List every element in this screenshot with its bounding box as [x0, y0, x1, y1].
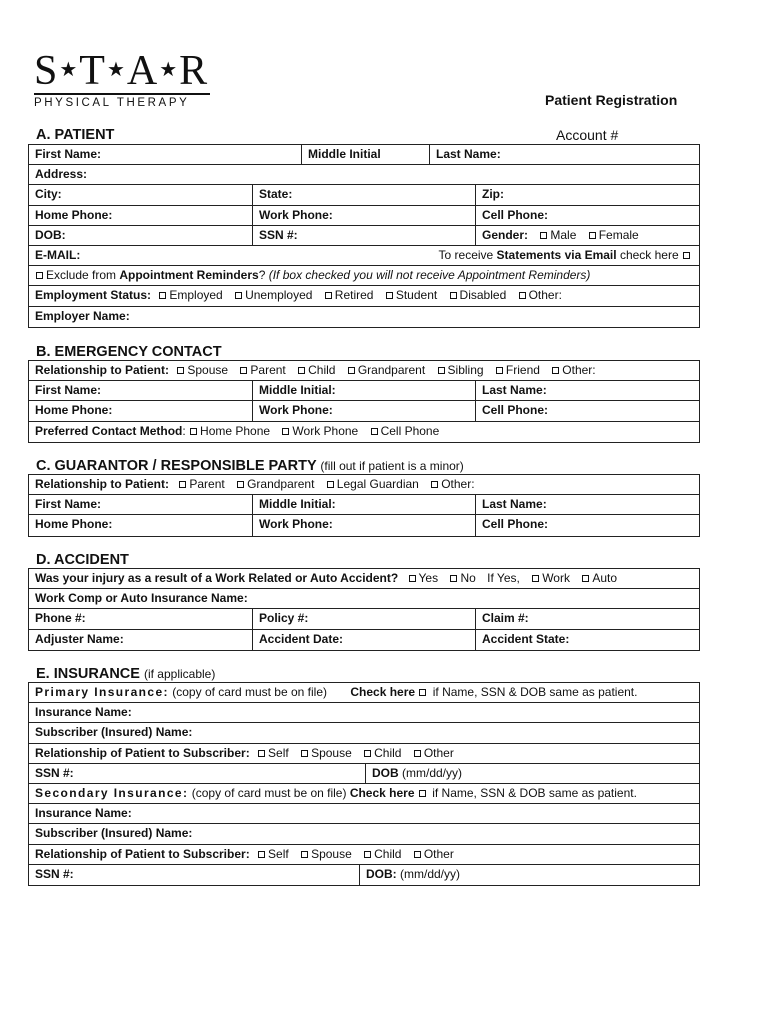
secondary-check-here-label: Check here	[349, 785, 415, 800]
primary-insurance-header	[29, 683, 699, 702]
primary-relationship-label: Relationship of Patient to Subscriber:	[35, 745, 250, 760]
accident-date-label: Accident Date:	[259, 631, 344, 646]
preferred-work-phone-label: Work Phone	[292, 423, 359, 438]
guarantor-last-name-label: Last Name:	[482, 497, 547, 512]
employed-checkbox[interactable]	[159, 292, 166, 299]
logo-subtitle: PHYSICAL THERAPY	[34, 97, 190, 109]
appointment-reminders-row	[29, 266, 699, 286]
email-statements-option	[439, 246, 693, 265]
patient-name-row	[29, 145, 699, 165]
secondary-subscriber-label: Subscriber (Insured) Name:	[35, 826, 193, 841]
preferred-contact-field: Preferred Contact Method: Home Phone Work Phone Cell Phone	[35, 423, 440, 438]
emergency-other-label: Other:	[562, 363, 596, 377]
patient-email-field[interactable]	[29, 246, 329, 265]
guarantor-home-phone-label: Home Phone:	[35, 517, 113, 532]
accident-insurance-name-label: Work Comp or Auto Insurance Name:	[35, 591, 248, 606]
secondary-other-label: Other	[423, 846, 454, 861]
guarantor-section	[28, 474, 700, 537]
secondary-relationship-label: Relationship of Patient to Subscriber:	[35, 846, 250, 861]
patient-ssn-field[interactable]	[252, 226, 475, 245]
emergency-other-checkbox[interactable]	[552, 367, 559, 374]
patient-email-row	[29, 246, 699, 266]
patient-email-label: E-MAIL:	[35, 247, 81, 262]
secondary-insurance-row	[29, 784, 699, 804]
emergency-home-phone-label: Home Phone:	[35, 403, 113, 418]
retired-label: Retired	[334, 288, 374, 303]
secondary-spouse-checkbox[interactable]	[301, 851, 308, 858]
patient-city-label: City:	[35, 187, 62, 202]
secondary-subscriber-row	[29, 824, 699, 844]
emergency-relationship-row	[29, 361, 699, 381]
patient-zip-field[interactable]	[475, 185, 699, 204]
email-statements-post: check here	[616, 247, 679, 262]
patient-address-field[interactable]	[29, 165, 699, 184]
accident-state-label: Accident State:	[482, 631, 570, 646]
guarantor-cell-phone-field[interactable]	[475, 515, 699, 535]
exclude-reminders-pre: Exclude from	[46, 268, 120, 283]
guarantor-cell-phone-label: Cell Phone:	[482, 517, 549, 532]
emergency-spouse-label: Spouse	[187, 363, 229, 377]
accident-if-yes-label: If Yes,	[487, 571, 520, 585]
exclude-reminders-bold: Appointment Reminders	[119, 268, 259, 283]
primary-child-label: Child	[374, 745, 402, 760]
accident-numbers-row	[29, 609, 699, 629]
emergency-cell-phone-field[interactable]	[475, 401, 699, 420]
patient-gender-label: Gender:	[482, 227, 529, 242]
secondary-relationship-field	[29, 845, 699, 864]
guarantor-home-phone-field[interactable]	[29, 515, 252, 535]
accident-details-row	[29, 630, 699, 650]
adjuster-name-label: Adjuster Name:	[35, 631, 124, 646]
emergency-child-checkbox[interactable]	[298, 367, 305, 374]
primary-ssn-row	[29, 764, 699, 784]
emergency-relationship-label: Relationship to Patient:	[35, 363, 170, 377]
accident-auto-label: Auto	[592, 571, 617, 585]
primary-insurance-note: (copy of card must be on file)	[172, 685, 327, 699]
secondary-child-checkbox[interactable]	[364, 851, 371, 858]
preferred-contact-row	[29, 422, 699, 442]
emergency-first-name-label: First Name:	[35, 383, 102, 398]
guarantor-first-name-field[interactable]	[29, 495, 252, 514]
guarantor-grandparent-label: Grandparent	[247, 477, 315, 491]
section-title-insurance	[36, 666, 215, 682]
section-title-accident: D. ACCIDENT	[36, 552, 129, 568]
guarantor-name-row	[29, 495, 699, 515]
patient-phone-row	[29, 206, 699, 226]
primary-ssn-field[interactable]	[29, 764, 365, 783]
email-statements-bold: Statements via Email	[496, 247, 617, 262]
primary-insurance-name-row	[29, 703, 699, 723]
guarantor-last-name-field[interactable]	[475, 495, 699, 514]
guarantor-phone-row	[29, 515, 699, 535]
logo-wordmark: S★T★A★R	[34, 48, 209, 94]
primary-self-checkbox[interactable]	[258, 750, 265, 757]
accident-no-label: No	[460, 571, 476, 585]
emergency-name-row	[29, 381, 699, 401]
employed-label: Employed	[169, 288, 223, 303]
accident-yes-label: Yes	[418, 571, 439, 585]
employer-name-field[interactable]	[29, 307, 699, 327]
emergency-last-name-label: Last Name:	[482, 383, 547, 398]
emergency-cell-phone-label: Cell Phone:	[482, 403, 549, 418]
accident-insurance-row	[29, 589, 699, 609]
secondary-subscriber-field[interactable]	[29, 824, 699, 843]
guarantor-note: (fill out if patient is a minor)	[320, 459, 464, 473]
secondary-insurance-name-row	[29, 804, 699, 824]
secondary-ssn-row	[29, 865, 699, 885]
email-statements-pre: To receive	[438, 247, 497, 262]
primary-insurance-row	[29, 683, 699, 703]
exclude-reminders-checkbox[interactable]	[36, 272, 43, 279]
accident-auto-checkbox[interactable]	[582, 575, 589, 582]
patient-last-name-label: Last Name:	[436, 147, 501, 161]
secondary-same-as-patient-checkbox[interactable]	[419, 790, 426, 797]
accident-phone-field[interactable]	[29, 609, 252, 628]
patient-first-name-field[interactable]	[29, 145, 301, 164]
accident-state-field[interactable]	[475, 630, 699, 650]
disabled-checkbox[interactable]	[450, 292, 457, 299]
primary-subscriber-field[interactable]	[29, 723, 699, 742]
exclude-reminders-note: (If box checked you will not receive Appointment Reminders)	[268, 268, 591, 283]
emergency-middle-initial-label: Middle Initial:	[259, 383, 336, 398]
accident-work-checkbox[interactable]	[532, 575, 539, 582]
accident-no-checkbox[interactable]	[450, 575, 457, 582]
patient-middle-initial-label: Middle Initial	[308, 147, 381, 161]
secondary-insurance-note: (copy of card must be on file)	[191, 785, 347, 800]
patient-address-label: Address:	[35, 167, 88, 182]
guarantor-grandparent-checkbox[interactable]	[237, 481, 244, 488]
section-title-emergency: B. EMERGENCY CONTACT	[36, 344, 222, 360]
emergency-child-label: Child	[308, 363, 336, 377]
primary-self-label: Self	[268, 745, 289, 760]
email-statements-checkbox[interactable]	[683, 252, 690, 259]
patient-zip-label: Zip:	[482, 187, 504, 202]
primary-spouse-checkbox[interactable]	[301, 750, 308, 757]
emergency-friend-checkbox[interactable]	[496, 367, 503, 374]
gender-female-checkbox[interactable]	[589, 232, 596, 239]
student-label: Student	[395, 288, 438, 303]
patient-section	[28, 144, 700, 328]
gender-male-label: Male	[550, 227, 577, 242]
emergency-parent-label: Parent	[250, 363, 286, 377]
patient-gender-field	[475, 226, 699, 245]
secondary-child-label: Child	[374, 846, 402, 861]
guarantor-work-phone-label: Work Phone:	[259, 517, 333, 532]
retired-checkbox[interactable]	[325, 292, 332, 299]
accident-policy-field[interactable]	[252, 609, 475, 628]
employment-other-label: Other:	[528, 288, 562, 303]
patient-work-phone-label: Work Phone:	[259, 207, 333, 222]
emergency-friend-label: Friend	[505, 363, 540, 377]
emergency-grandparent-label: Grandparent	[357, 363, 426, 377]
secondary-relationship-row	[29, 845, 699, 865]
emergency-home-phone-field[interactable]	[29, 401, 252, 420]
guarantor-first-name-label: First Name:	[35, 497, 102, 512]
preferred-cell-phone-checkbox[interactable]	[371, 428, 378, 435]
secondary-other-checkbox[interactable]	[414, 851, 421, 858]
account-number-label: Account #	[556, 127, 619, 143]
accident-work-label: Work	[542, 571, 570, 585]
emergency-work-phone-label: Work Phone:	[259, 403, 333, 418]
emergency-contact-section	[28, 360, 700, 443]
star-logo	[34, 50, 210, 109]
patient-city-row	[29, 185, 699, 205]
accident-insurance-name-field[interactable]	[29, 589, 699, 608]
primary-spouse-label: Spouse	[311, 745, 352, 760]
patient-ssn-label: SSN #:	[259, 227, 298, 242]
preferred-home-phone-label: Home Phone	[200, 423, 271, 438]
accident-question-field	[29, 569, 699, 588]
exclude-reminders-option	[29, 266, 699, 285]
emergency-last-name-field[interactable]	[475, 381, 699, 400]
insurance-title-text: E. INSURANCE	[36, 666, 140, 682]
student-checkbox[interactable]	[386, 292, 393, 299]
employment-status-field	[29, 286, 699, 305]
secondary-insurance-name-field[interactable]	[29, 804, 699, 823]
accident-question-row	[29, 569, 699, 589]
secondary-dob-field[interactable]	[359, 865, 699, 885]
emergency-relationship-field	[29, 361, 699, 380]
accident-question-label: Was your injury as a result of a Work Related or Auto Accident?	[35, 571, 399, 585]
emergency-sibling-checkbox[interactable]	[438, 367, 445, 374]
exclude-reminders-q: ?	[258, 268, 269, 283]
guarantor-other-label: Other:	[441, 477, 475, 491]
accident-section	[28, 568, 700, 651]
patient-address-row	[29, 165, 699, 185]
accident-yes-checkbox[interactable]	[409, 575, 416, 582]
patient-first-name-label: First Name:	[35, 147, 102, 161]
accident-policy-label: Policy #:	[259, 611, 309, 626]
primary-relationship-row	[29, 744, 699, 764]
primary-insurance-label: Primary Insurance:	[35, 685, 169, 699]
primary-same-as-patient-checkbox[interactable]	[419, 689, 426, 696]
patient-dob-field[interactable]	[29, 226, 252, 245]
secondary-same-as-patient-label: if Name, SSN & DOB same as patient.	[432, 785, 637, 800]
gender-female-label: Female	[598, 227, 639, 242]
employer-name-row	[29, 307, 699, 327]
secondary-insurance-header	[29, 784, 699, 803]
star-icon: ★	[59, 59, 79, 81]
primary-other-checkbox[interactable]	[414, 750, 421, 757]
disabled-label: Disabled	[459, 288, 507, 303]
patient-cell-phone-label: Cell Phone:	[482, 207, 549, 222]
secondary-ssn-label: SSN #:	[35, 866, 74, 881]
primary-insurance-name-field[interactable]	[29, 703, 699, 722]
page-title: Patient Registration	[545, 92, 678, 108]
patient-home-phone-field[interactable]	[29, 206, 252, 225]
emergency-sibling-label: Sibling	[447, 363, 484, 377]
secondary-ssn-field[interactable]	[29, 865, 359, 885]
patient-state-label: State:	[259, 187, 293, 202]
employment-status-label: Employment Status:	[35, 288, 152, 303]
employment-status-row	[29, 286, 699, 306]
patient-cell-phone-field[interactable]	[475, 206, 699, 225]
section-title-patient: A. PATIENT	[36, 127, 115, 143]
section-title-guarantor	[36, 458, 464, 474]
guarantor-legal-guardian-checkbox[interactable]	[327, 481, 334, 488]
star-icon: ★	[106, 59, 126, 81]
guarantor-other-checkbox[interactable]	[431, 481, 438, 488]
secondary-self-label: Self	[268, 846, 289, 861]
star-icon: ★	[159, 59, 179, 81]
secondary-insurance-name-label: Insurance Name:	[35, 806, 132, 821]
primary-dob-format: (mm/dd/yy)	[402, 765, 463, 780]
employer-name-label: Employer Name:	[35, 308, 130, 323]
guarantor-relationship-row	[29, 475, 699, 495]
primary-child-checkbox[interactable]	[364, 750, 371, 757]
patient-home-phone-label: Home Phone:	[35, 207, 113, 222]
unemployed-label: Unemployed	[245, 288, 313, 303]
patient-work-phone-field[interactable]	[252, 206, 475, 225]
insurance-note: (if applicable)	[143, 667, 216, 681]
emergency-middle-initial-field[interactable]	[252, 381, 475, 400]
gender-male-checkbox[interactable]	[540, 232, 547, 239]
employment-other-checkbox[interactable]	[519, 292, 526, 299]
insurance-section	[28, 682, 700, 886]
guarantor-title-text: C. GUARANTOR / RESPONSIBLE PARTY	[36, 458, 317, 474]
guarantor-parent-label: Parent	[189, 477, 225, 491]
guarantor-relationship-label: Relationship to Patient:	[35, 477, 170, 491]
primary-insurance-name-label: Insurance Name:	[35, 705, 132, 720]
emergency-parent-checkbox[interactable]	[240, 367, 247, 374]
unemployed-checkbox[interactable]	[235, 292, 242, 299]
secondary-dob-label: DOB:	[366, 866, 397, 881]
preferred-home-phone-checkbox[interactable]	[190, 428, 197, 435]
emergency-grandparent-checkbox[interactable]	[348, 367, 355, 374]
patient-dob-row	[29, 226, 699, 246]
guarantor-middle-initial-field[interactable]	[252, 495, 475, 514]
primary-relationship-field	[29, 744, 699, 763]
guarantor-middle-initial-label: Middle Initial:	[259, 497, 336, 512]
adjuster-name-field[interactable]	[29, 630, 252, 650]
patient-state-field[interactable]	[252, 185, 475, 204]
preferred-cell-phone-label: Cell Phone	[380, 423, 440, 438]
preferred-contact-label: Preferred Contact Method	[35, 423, 183, 438]
guarantor-parent-checkbox[interactable]	[179, 481, 186, 488]
secondary-spouse-label: Spouse	[311, 846, 352, 861]
primary-dob-label: DOB	[372, 765, 399, 780]
emergency-work-phone-field[interactable]	[252, 401, 475, 420]
patient-last-name-field[interactable]	[429, 145, 699, 164]
primary-same-as-patient-label: if Name, SSN & DOB same as patient.	[432, 685, 638, 699]
guarantor-work-phone-field[interactable]	[252, 515, 475, 535]
emergency-phone-row	[29, 401, 699, 421]
primary-other-label: Other	[423, 745, 454, 760]
primary-subscriber-row	[29, 723, 699, 743]
patient-dob-label: DOB:	[35, 227, 66, 242]
accident-claim-field[interactable]	[475, 609, 699, 628]
secondary-dob-format: (mm/dd/yy)	[400, 866, 461, 881]
accident-claim-label: Claim #:	[482, 611, 529, 626]
secondary-self-checkbox[interactable]	[258, 851, 265, 858]
accident-phone-label: Phone #:	[35, 611, 86, 626]
emergency-spouse-checkbox[interactable]	[177, 367, 184, 374]
guarantor-relationship-field	[29, 475, 699, 494]
secondary-insurance-label: Secondary Insurance:	[35, 785, 189, 800]
patient-city-field[interactable]	[29, 185, 252, 204]
emergency-first-name-field[interactable]	[29, 381, 252, 400]
guarantor-legal-guardian-label: Legal Guardian	[336, 477, 419, 491]
preferred-work-phone-checkbox[interactable]	[282, 428, 289, 435]
primary-ssn-label: SSN #:	[35, 765, 74, 780]
accident-date-field[interactable]	[252, 630, 475, 650]
primary-check-here-label: Check here	[350, 685, 416, 699]
patient-middle-initial-field[interactable]	[301, 145, 429, 164]
primary-subscriber-label: Subscriber (Insured) Name:	[35, 725, 193, 740]
primary-dob-field[interactable]	[365, 764, 699, 783]
